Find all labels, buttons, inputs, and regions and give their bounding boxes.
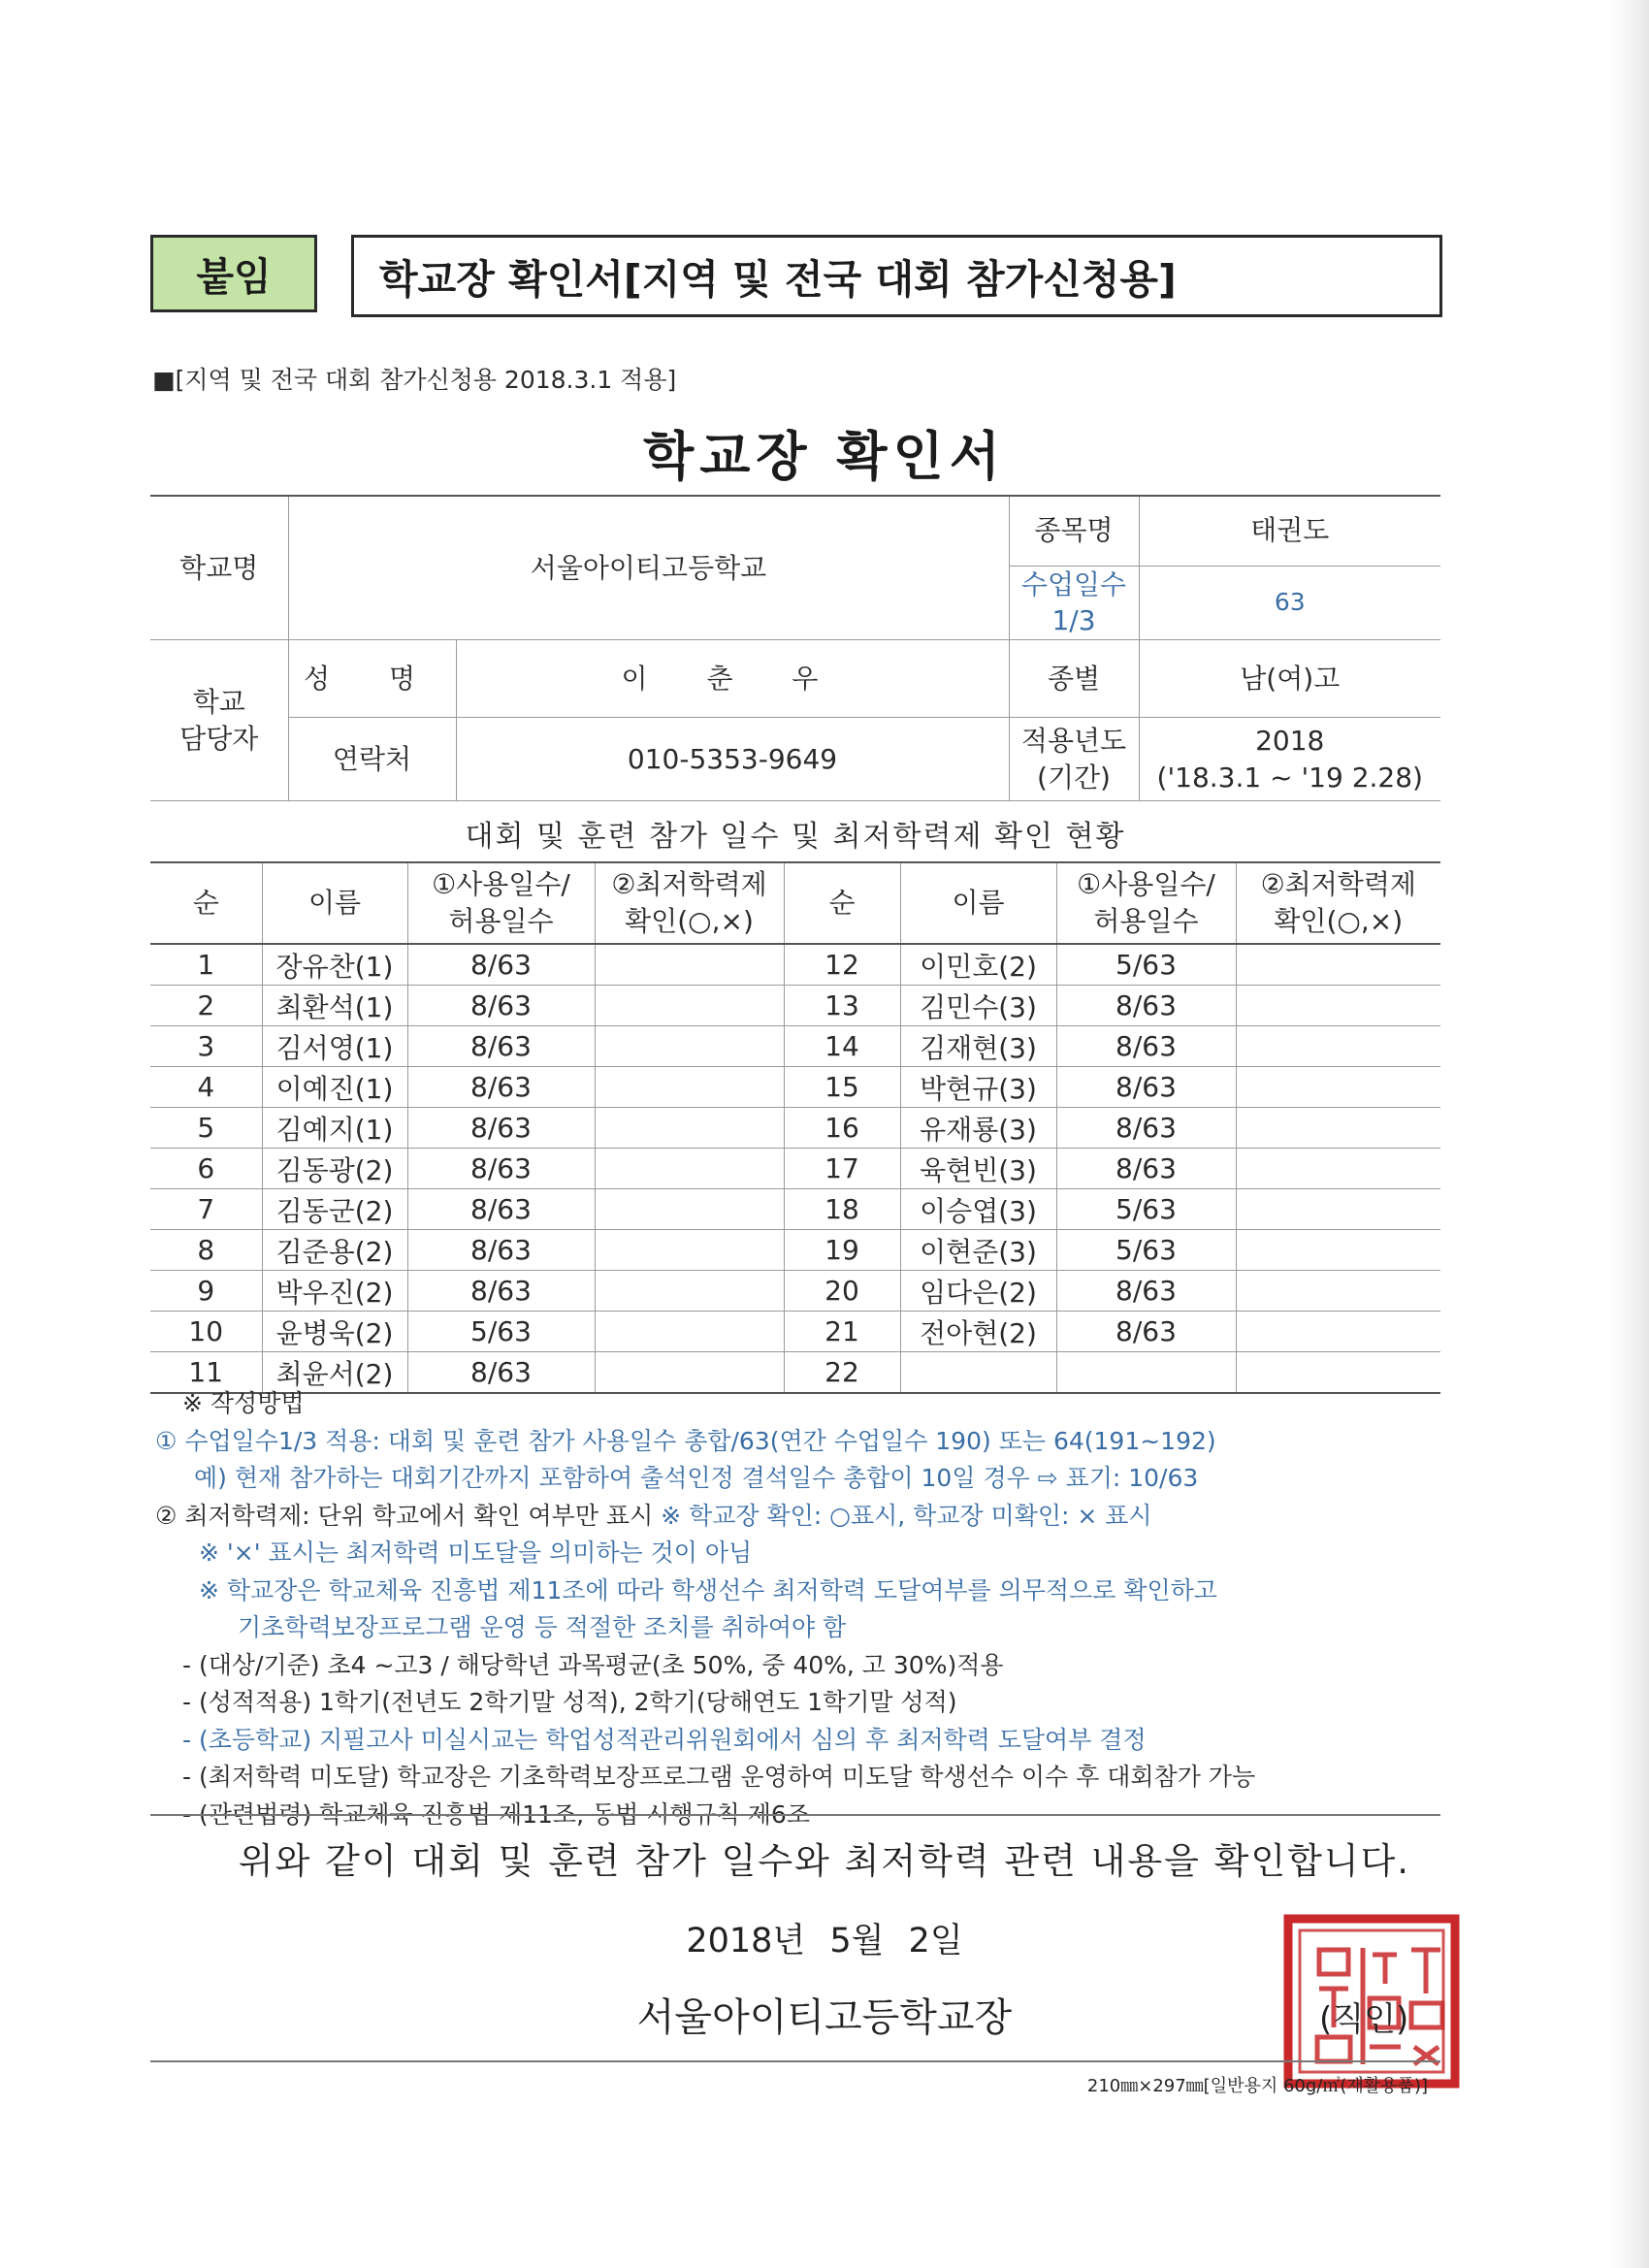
detail-4: - (최저학력 미도달) 학교장은 기초학력보장프로그램 운영하여 미도달 학생선수 이수 후 대회참가 가능 xyxy=(182,1763,1256,1791)
row-name-right: 김재현(3) xyxy=(900,1026,1056,1067)
row-check-right xyxy=(1236,1149,1440,1189)
row-check xyxy=(595,986,784,1026)
header-days-line2: 허용일수 xyxy=(448,905,554,937)
row-name: 최윤서(2) xyxy=(262,1352,407,1394)
row-days-right: 5/63 xyxy=(1056,944,1236,986)
info-table xyxy=(150,495,1440,801)
contact-label: 연락처 xyxy=(288,718,456,801)
year-label-line2: (기간) xyxy=(1037,761,1111,794)
table-row xyxy=(150,1149,1440,1189)
row-days-right: 8/63 xyxy=(1056,1312,1236,1352)
row-no: 1 xyxy=(150,944,262,986)
row-check xyxy=(595,1230,784,1271)
category-value: 남(여)고 xyxy=(1139,640,1440,718)
detail-1: - (대상/기준) 초4 ~고3 / 해당학년 과목평균(초 50%, 중 40%, 고 30%)적용 xyxy=(182,1650,1004,1679)
row-no: 5 xyxy=(150,1108,262,1149)
row-name-right: 김민수(3) xyxy=(900,986,1056,1026)
attachment-tag: 붙임 xyxy=(150,235,317,312)
table-row xyxy=(150,1230,1440,1271)
sport-label: 종목명 xyxy=(1009,496,1139,566)
row-check-right xyxy=(1236,986,1440,1026)
note-2a-text: ② 최저학력제: 단위 학교에서 확인 여부만 표시 xyxy=(155,1501,662,1530)
row-name: 김동군(2) xyxy=(262,1189,407,1230)
row-check-right xyxy=(1236,1067,1440,1108)
seal-label: (직인) xyxy=(1319,2000,1409,2039)
header-check-line2: 확인(○,×) xyxy=(625,905,754,937)
year-label-line1: 적용년도 xyxy=(1020,724,1127,757)
row-name-right: 임다은(2) xyxy=(900,1271,1056,1312)
row-no-right: 14 xyxy=(784,1026,900,1067)
row-check xyxy=(595,1026,784,1067)
note-2a-blue: ※ 학교장 확인: ○표시, 학교장 미확인: × 표시 xyxy=(661,1501,1152,1530)
row-name: 박우진(2) xyxy=(262,1271,407,1312)
table-row xyxy=(150,1067,1440,1108)
year-label xyxy=(1009,718,1139,801)
row-days-right: 5/63 xyxy=(1056,1230,1236,1271)
row-name-right: 육현빈(3) xyxy=(900,1149,1056,1189)
header-title: 학교장 확인서[지역 및 전국 대회 참가신청용] xyxy=(351,235,1442,317)
table-row xyxy=(150,986,1440,1026)
header-days-line1: ①사용일수/ xyxy=(432,868,570,901)
header-check-right xyxy=(1236,862,1440,944)
contact-value: 010-5353-9649 xyxy=(456,718,1009,801)
row-days: 8/63 xyxy=(407,1108,595,1149)
year-value-line1: 2018 xyxy=(1255,724,1325,757)
header-days-right-line2: 허용일수 xyxy=(1093,905,1199,937)
row-name-right: 이민호(2) xyxy=(900,944,1056,986)
row-days: 8/63 xyxy=(407,1026,595,1067)
note-2d: 기초학력보장프로그램 운영 등 적절한 조치를 취하여야 함 xyxy=(238,1613,847,1641)
row-name: 김준용(2) xyxy=(262,1230,407,1271)
row-no-right: 15 xyxy=(784,1067,900,1108)
divider-line xyxy=(150,1814,1440,1816)
row-name: 김서영(1) xyxy=(262,1026,407,1067)
school-label: 학교명 xyxy=(150,496,288,640)
manager-name: 이 춘 우 xyxy=(456,640,1009,718)
notes-section xyxy=(155,1385,1455,1833)
header-check-line1: ②최저학력제 xyxy=(611,868,767,901)
category-label: 종별 xyxy=(1009,640,1139,718)
detail-2: - (성적적용) 1학기(전년도 2학기말 성적), 2학기(당해연도 1학기말 성적) xyxy=(182,1688,957,1716)
name-label: 성 명 xyxy=(288,640,456,718)
row-no-right: 16 xyxy=(784,1108,900,1149)
header-name: 이름 xyxy=(262,862,407,944)
header-check xyxy=(595,862,784,944)
row-days-right: 8/63 xyxy=(1056,1067,1236,1108)
note-2b: ※ '×' 표시는 최저학력 미도달을 의미하는 것이 아님 xyxy=(199,1539,753,1567)
row-no-right: 21 xyxy=(784,1312,900,1352)
row-name: 최환석(1) xyxy=(262,986,407,1026)
row-name-right: 유재룡(3) xyxy=(900,1108,1056,1149)
header-name-right: 이름 xyxy=(900,862,1056,944)
sport-value: 태권도 xyxy=(1139,496,1440,566)
row-name-right: 박현규(3) xyxy=(900,1067,1056,1108)
row-check-right xyxy=(1236,1026,1440,1067)
row-check xyxy=(595,1312,784,1352)
table-row xyxy=(150,1108,1440,1149)
table-row xyxy=(150,944,1440,986)
table-row xyxy=(150,1026,1440,1067)
footer-divider xyxy=(150,2060,1440,2062)
row-no: 4 xyxy=(150,1067,262,1108)
row-no-right: 17 xyxy=(784,1149,900,1189)
header-no-right: 순 xyxy=(784,862,900,944)
row-check-right xyxy=(1236,1230,1440,1271)
row-no: 7 xyxy=(150,1189,262,1230)
row-no-right: 18 xyxy=(784,1189,900,1230)
note-1b: 예) 현재 참가하는 대회기간까지 포함하여 출석인정 결석일수 총합이 10일 경우 ⇨ 표기: 10/63 xyxy=(194,1464,1199,1492)
note-2a xyxy=(155,1498,1455,1536)
row-no: 6 xyxy=(150,1149,262,1189)
row-days: 8/63 xyxy=(407,1067,595,1108)
row-check xyxy=(595,944,784,986)
row-check xyxy=(595,1271,784,1312)
row-days-right: 8/63 xyxy=(1056,1026,1236,1067)
table-row xyxy=(150,1271,1440,1312)
row-check xyxy=(595,1189,784,1230)
table-row xyxy=(150,1312,1440,1352)
header-check-right-line2: 확인(○,×) xyxy=(1274,905,1404,937)
row-name-right: 이승엽(3) xyxy=(900,1189,1056,1230)
row-days-right: 8/63 xyxy=(1056,1149,1236,1189)
row-name: 이예진(1) xyxy=(262,1067,407,1108)
header-days xyxy=(407,862,595,944)
section-title: 대회 및 훈련 참가 일수 및 최저학력제 확인 현황 xyxy=(465,820,1126,854)
row-check-right xyxy=(1236,1271,1440,1312)
row-no: 8 xyxy=(150,1230,262,1271)
paper-spec-footer: 210㎜×297㎜[일반용지 60g/㎡(재활용품)] xyxy=(1086,2076,1428,2096)
row-check xyxy=(595,1149,784,1189)
detail-5: - (관련법령) 학교체육 진흥법 제11조, 동법 시행규칙 제6조 xyxy=(182,1799,810,1829)
issue-date: 2018년 5월 2일 xyxy=(686,1922,963,1960)
row-check xyxy=(595,1108,784,1149)
main-title: 학교장 확인서 xyxy=(643,426,1006,487)
row-no-right: 22 xyxy=(784,1352,900,1394)
row-days-right: 8/63 xyxy=(1056,1271,1236,1312)
row-no-right: 13 xyxy=(784,986,900,1026)
row-name-right: 전아현(2) xyxy=(900,1312,1056,1352)
row-days: 8/63 xyxy=(407,986,595,1026)
participation-table xyxy=(150,861,1440,1394)
manager-label-line2: 담당자 xyxy=(179,722,259,755)
header-days-right-line1: ①사용일수/ xyxy=(1077,868,1215,901)
row-days: 8/63 xyxy=(407,1149,595,1189)
row-no: 11 xyxy=(150,1352,262,1394)
row-no: 10 xyxy=(150,1312,262,1352)
scan-edge-shadow xyxy=(1610,0,1649,2268)
notes-heading: ※ 작성방법 xyxy=(182,1389,305,1417)
row-days-right: 8/63 xyxy=(1056,1108,1236,1149)
year-value xyxy=(1139,718,1440,801)
header-no: 순 xyxy=(150,862,262,944)
row-no-right: 19 xyxy=(784,1230,900,1271)
confirmation-text: 위와 같이 대회 및 훈련 참가 일수와 최저학력 관련 내용을 확인합니다. xyxy=(238,1840,1411,1882)
row-days-right: 5/63 xyxy=(1056,1189,1236,1230)
row-check-right xyxy=(1236,1108,1440,1149)
detail-3: - (초등학교) 지필고사 미실시교는 학업성적관리위원회에서 심의 후 최저학력 도달여부 결정 xyxy=(182,1725,1147,1754)
header-days-right xyxy=(1056,862,1236,944)
row-no-right: 12 xyxy=(784,944,900,986)
manager-label xyxy=(150,640,288,801)
row-name: 김예지(1) xyxy=(262,1108,407,1149)
days-label-line1: 수업일수 xyxy=(1020,567,1127,600)
row-check xyxy=(595,1067,784,1108)
form-subtitle: ■[지역 및 전국 대회 참가신청용 2018.3.1 적용] xyxy=(152,366,677,394)
days-label xyxy=(1009,566,1139,640)
row-days: 8/63 xyxy=(407,1271,595,1312)
signer-title: 서울아이티고등학교장 xyxy=(636,1995,1013,2040)
days-label-line2: 1/3 xyxy=(1051,604,1096,637)
row-days-right: 8/63 xyxy=(1056,986,1236,1026)
year-value-line2: ('18.3.1 ~ '19 2.28) xyxy=(1156,761,1423,794)
row-name: 장유찬(1) xyxy=(262,944,407,986)
row-days: 8/63 xyxy=(407,944,595,986)
note-2c: ※ 학교장은 학교체육 진흥법 제11조에 따라 학생선수 최저학력 도달여부를 의무적으로 확인하고 xyxy=(199,1575,1217,1604)
table-row xyxy=(150,1189,1440,1230)
school-name: 서울아이티고등학교 xyxy=(288,496,1009,640)
row-days: 8/63 xyxy=(407,1189,595,1230)
days-value: 63 xyxy=(1139,566,1440,640)
row-no: 2 xyxy=(150,986,262,1026)
row-no: 9 xyxy=(150,1271,262,1312)
row-check-right xyxy=(1236,1312,1440,1352)
row-days: 5/63 xyxy=(407,1312,595,1352)
row-no-right: 20 xyxy=(784,1271,900,1312)
row-check-right xyxy=(1236,944,1440,986)
row-name-right: 이현준(3) xyxy=(900,1230,1056,1271)
row-name: 윤병욱(2) xyxy=(262,1312,407,1352)
row-no: 3 xyxy=(150,1026,262,1067)
note-1a: ① 수업일수1/3 적용: 대회 및 훈련 참가 사용일수 총합/63(연간 수업일수 190) 또는 64(191~192) xyxy=(155,1426,1216,1455)
row-days: 8/63 xyxy=(407,1352,595,1394)
header-check-right-line1: ②최저학력제 xyxy=(1260,868,1416,901)
row-days: 8/63 xyxy=(407,1230,595,1271)
manager-label-line1: 학교 xyxy=(192,685,245,718)
row-name: 김동광(2) xyxy=(262,1149,407,1189)
row-check-right xyxy=(1236,1189,1440,1230)
table-header-row xyxy=(150,862,1440,944)
